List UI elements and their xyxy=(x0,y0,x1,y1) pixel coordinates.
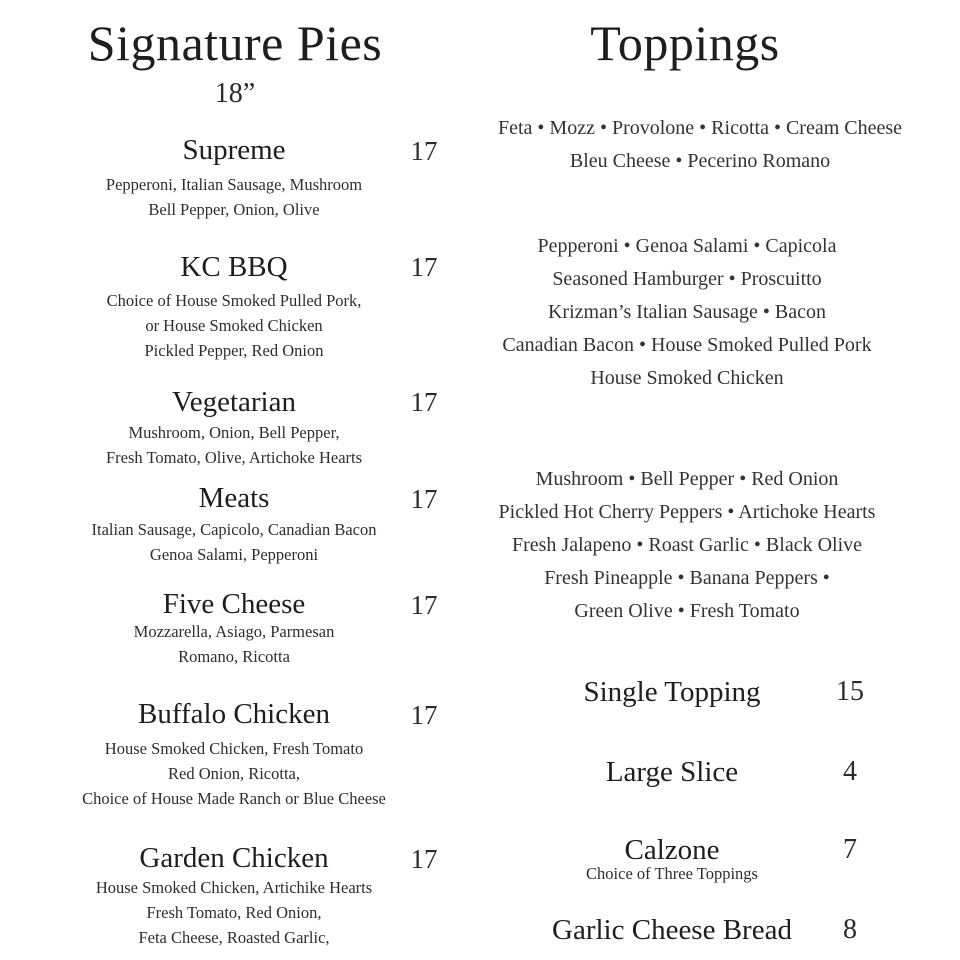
toppings-cheeses: Feta • Mozz • Provolone • Ricotta • Cream Cheese Bleu Cheese • Pecerino Romano xyxy=(497,117,903,172)
pie-desc-vegetarian: Mushroom, Onion, Bell Pepper, Fresh Tomato, Olive, Artichoke Hearts xyxy=(105,423,363,467)
pie-name-vegetarian: Vegetarian xyxy=(172,386,296,418)
pie-price-kc-bbq: 17 xyxy=(410,252,438,282)
pie-desc-buffalo-chicken: House Smoked Chicken, Fresh Tomato Red Onion, Ricotta, Choice of House Made Ranch or Blue Cheese xyxy=(82,739,386,808)
pie-price-five-cheese: 17 xyxy=(410,590,438,620)
price-name-garlic-cheese-bread: Garlic Cheese Bread xyxy=(552,914,792,946)
pie-desc-garden-chicken: House Smoked Chicken, Artichike Hearts Fresh Tomato, Red Onion, Feta Cheese, Roasted Garlic, xyxy=(95,878,373,947)
pie-price-meats: 17 xyxy=(410,484,438,514)
pie-name-buffalo-chicken: Buffalo Chicken xyxy=(138,698,330,730)
pie-desc-meats: Italian Sausage, Capicolo, Canadian Bacon Genoa Salami, Pepperoni xyxy=(91,520,377,564)
pie-price-vegetarian: 17 xyxy=(410,387,438,417)
toppings-title: Toppings xyxy=(590,15,780,71)
price-value-calzone: 7 xyxy=(843,834,857,865)
pie-name-meats: Meats xyxy=(198,482,270,514)
pie-price-garden-chicken: 17 xyxy=(410,844,438,874)
pie-name-five-cheese: Five Cheese xyxy=(162,588,306,620)
price-name-single-topping: Single Topping xyxy=(583,676,761,708)
price-value-garlic-cheese-bread: 8 xyxy=(843,914,857,945)
pie-name-garden-chicken: Garden Chicken xyxy=(139,842,329,874)
signature-pies-title: Signature Pies xyxy=(87,15,383,71)
pie-name-supreme: Supreme xyxy=(182,134,286,166)
price-value-single-topping: 15 xyxy=(836,676,864,707)
price-note-calzone: Choice of Three Toppings xyxy=(586,864,758,883)
price-name-calzone: Calzone xyxy=(624,834,720,866)
price-name-large-slice: Large Slice xyxy=(605,756,739,788)
pie-size-label: 18” xyxy=(214,78,256,109)
pie-price-buffalo-chicken: 17 xyxy=(410,700,438,730)
pie-desc-supreme: Pepperoni, Italian Sausage, Mushroom Bell Pepper, Onion, Olive xyxy=(105,175,363,219)
pie-name-kc-bbq: KC BBQ xyxy=(180,251,288,283)
toppings-vegetables: Mushroom • Bell Pepper • Red Onion Pickled Hot Cherry Peppers • Artichoke Hearts Fresh Jalapeno • Roast Garlic • Black Olive Fresh Pineapple • Banana Peppers • Green Olive • Fresh Tomato xyxy=(498,468,876,622)
toppings-meats: Pepperoni • Genoa Salami • Capicola Seasoned Hamburger • Proscuitto Krizman’s Italian Sausage • Bacon Canadian Bacon • House Smoked Pulled Pork House Smoked Chicken xyxy=(502,235,872,389)
pie-desc-kc-bbq: Choice of House Smoked Pulled Pork, or House Smoked Chicken Pickled Pepper, Red Onion xyxy=(106,291,362,360)
pie-price-supreme: 17 xyxy=(410,136,438,166)
pie-desc-five-cheese: Mozzarella, Asiago, Parmesan Romano, Ricotta xyxy=(133,622,335,666)
price-value-large-slice: 4 xyxy=(843,756,857,787)
